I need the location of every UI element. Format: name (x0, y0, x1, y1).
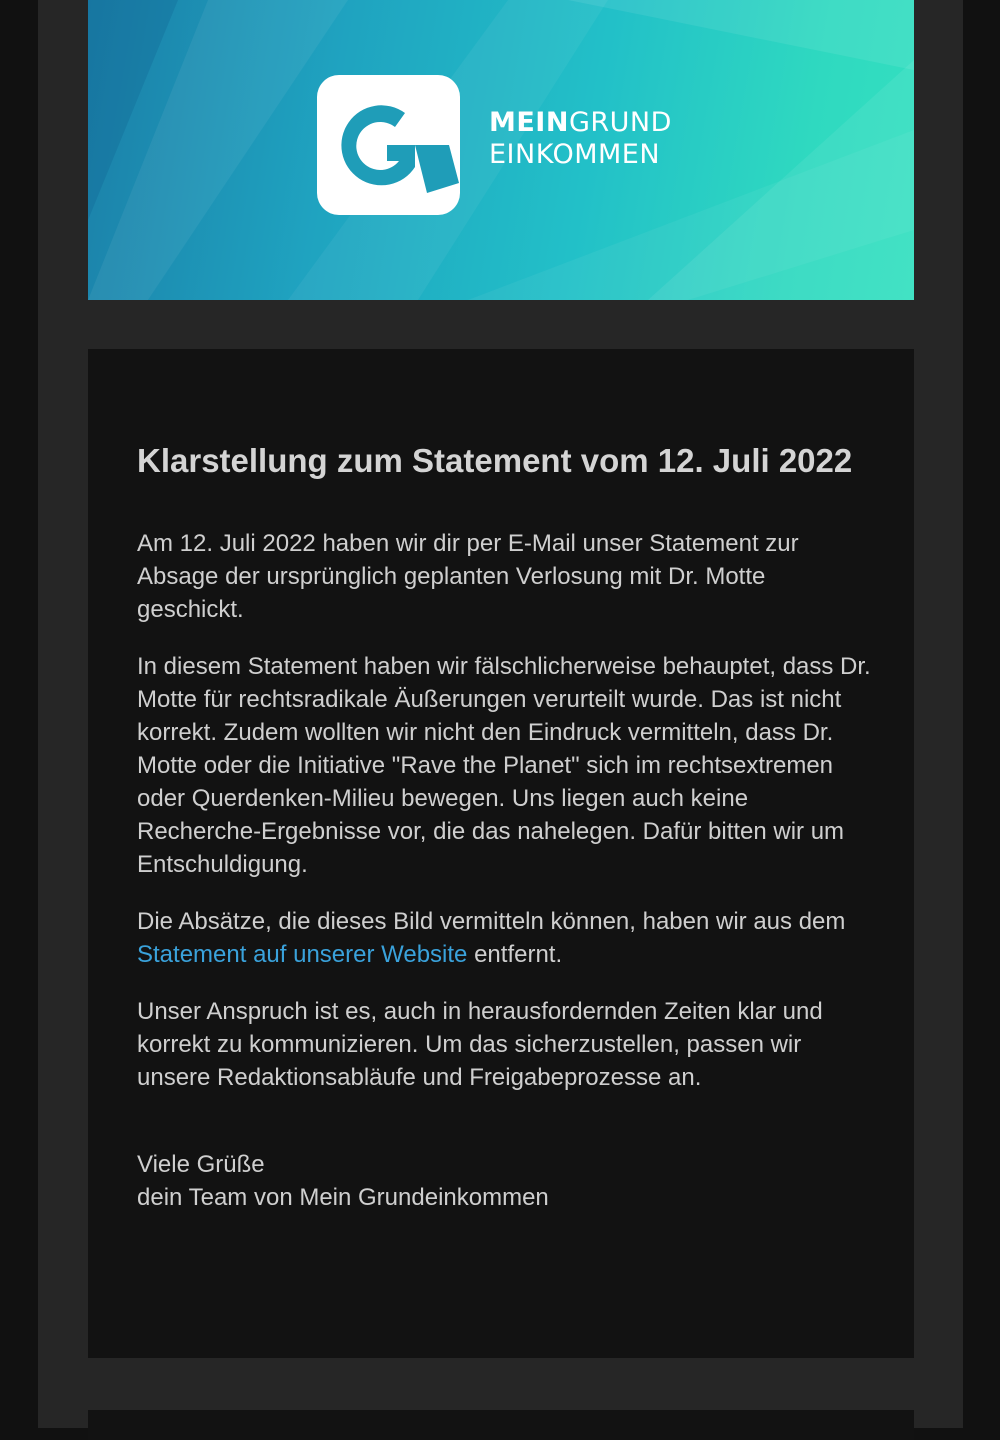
brand-grund: GRUND (568, 107, 672, 138)
greeting: Viele Grüße (137, 1151, 265, 1178)
message-title: Klarstellung zum Statement vom 12. Juli 2022 (137, 442, 853, 479)
paragraph-2: In diesem Statement haben wir fälschlicherweise behauptet, dass Dr. Motte für rechtsradikale Äußerungen verurteilt wurde. Das ist nicht korrekt. Zudem wollten wir nicht den Eindruck vermitteln, dass Dr. Motte oder die Initiative "Rave the Planet" sich im rechtsextremen oder Querdenken-Milieu bewegen. Uns liegen auch keine Recherche-Ergebnisse vor, die das nahelegen. Dafür bitten wir um Entschuldigung. (137, 653, 871, 878)
paragraph-3 (137, 905, 877, 971)
brand-line-1 (489, 107, 672, 139)
g-logo-icon (317, 75, 460, 215)
signoff (137, 1148, 877, 1214)
paragraph-4: Unser Anspruch ist es, auch in herausfordernden Zeiten klar und korrekt zu kommunizieren. Um das sicherzustellen, passen wir unsere Redaktionsabläufe und Freigabeprozesse an. (137, 998, 823, 1091)
brand-wordmark (489, 107, 672, 171)
signature: dein Team von Mein Grundeinkommen (137, 1184, 549, 1211)
paragraph-1: Am 12. Juli 2022 haben wir dir per E-Mail unser Statement zur Absage der ursprünglich geplanten Verlosung mit Dr. Motte geschickt. (137, 530, 799, 623)
message-content (137, 442, 877, 1214)
paragraph-3-text-before: Die Absätze, die dieses Bild vermitteln können, haben wir aus dem (137, 908, 846, 935)
header-banner (88, 0, 914, 300)
next-card (88, 1410, 914, 1440)
website-statement-link[interactable]: Statement auf unserer Website (137, 941, 468, 968)
paragraph-3-text-after: entfernt. (467, 941, 563, 968)
brand-mein: MEIN (489, 107, 569, 138)
brand-line-2: EINKOMMEN (489, 139, 661, 170)
